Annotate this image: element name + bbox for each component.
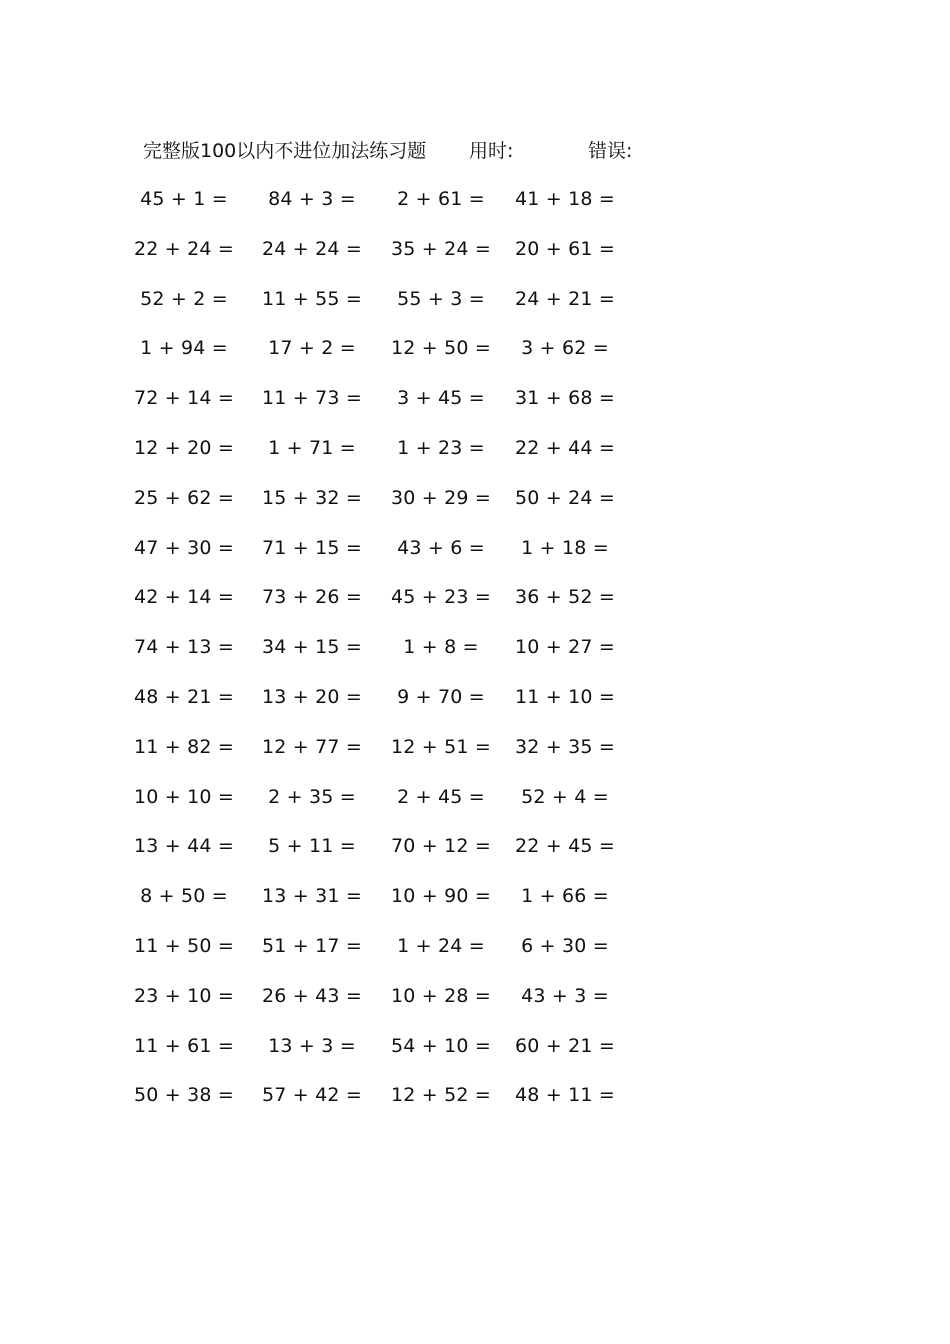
addition-problem: 15 + 32 =: [261, 486, 363, 509]
worksheet-title: 完整版100以内不进位加法练习题: [143, 140, 427, 162]
addition-problem: 52 + 4 =: [521, 785, 609, 808]
addition-problem: 8 + 50 =: [140, 885, 228, 908]
problem-row: [0, 484, 950, 534]
addition-problem: 70 + 12 =: [390, 835, 492, 858]
addition-problem: 11 + 73 =: [261, 387, 363, 410]
error-label: 错误:: [588, 140, 633, 162]
problem-grid: [0, 185, 950, 1131]
addition-problem: 1 + 71 =: [268, 436, 356, 459]
problem-row: [0, 534, 950, 584]
addition-problem: 54 + 10 =: [390, 1034, 492, 1057]
addition-problem: 13 + 20 =: [261, 685, 363, 708]
addition-problem: 43 + 6 =: [397, 536, 485, 559]
addition-problem: 24 + 24 =: [261, 237, 363, 260]
addition-problem: 43 + 3 =: [521, 984, 609, 1007]
addition-problem: 13 + 44 =: [133, 835, 235, 858]
addition-problem: 52 + 2 =: [140, 287, 228, 310]
problem-row: [0, 1032, 950, 1082]
time-label: 用时:: [469, 140, 514, 162]
addition-problem: 50 + 24 =: [514, 486, 616, 509]
addition-problem: 41 + 18 =: [514, 188, 616, 210]
addition-problem: 51 + 17 =: [261, 934, 363, 957]
addition-problem: 11 + 55 =: [261, 287, 363, 310]
addition-problem: 73 + 26 =: [261, 586, 363, 609]
addition-problem: 25 + 62 =: [133, 486, 235, 509]
addition-problem: 42 + 14 =: [133, 586, 235, 609]
addition-problem: 1 + 24 =: [397, 934, 485, 957]
problem-row: [0, 783, 950, 833]
addition-problem: 1 + 66 =: [521, 885, 609, 908]
addition-problem: 36 + 52 =: [514, 586, 616, 609]
addition-problem: 32 + 35 =: [514, 735, 616, 758]
addition-problem: 2 + 35 =: [268, 785, 356, 808]
addition-problem: 2 + 61 =: [397, 188, 485, 210]
addition-problem: 35 + 24 =: [390, 237, 492, 260]
addition-problem: 22 + 45 =: [514, 835, 616, 858]
addition-problem: 13 + 3 =: [268, 1034, 356, 1057]
addition-problem: 26 + 43 =: [261, 984, 363, 1007]
addition-problem: 22 + 24 =: [133, 237, 235, 260]
problem-row: [0, 982, 950, 1032]
addition-problem: 11 + 10 =: [514, 685, 616, 708]
addition-problem: 71 + 15 =: [261, 536, 363, 559]
addition-problem: 2 + 45 =: [397, 785, 485, 808]
addition-problem: 45 + 23 =: [390, 586, 492, 609]
problem-row: [0, 583, 950, 633]
addition-problem: 10 + 10 =: [133, 785, 235, 808]
addition-problem: 55 + 3 =: [397, 287, 485, 310]
addition-problem: 10 + 90 =: [390, 885, 492, 908]
addition-problem: 31 + 68 =: [514, 387, 616, 410]
addition-problem: 12 + 50 =: [390, 337, 492, 360]
addition-problem: 1 + 18 =: [521, 536, 609, 559]
addition-problem: 10 + 28 =: [390, 984, 492, 1007]
addition-problem: 1 + 23 =: [397, 436, 485, 459]
addition-problem: 1 + 94 =: [140, 337, 228, 360]
addition-problem: 23 + 10 =: [133, 984, 235, 1007]
addition-problem: 12 + 77 =: [261, 735, 363, 758]
addition-problem: 24 + 21 =: [514, 287, 616, 310]
addition-problem: 9 + 70 =: [397, 685, 485, 708]
addition-problem: 13 + 31 =: [261, 885, 363, 908]
problem-row: [0, 384, 950, 434]
addition-problem: 47 + 30 =: [133, 536, 235, 559]
addition-problem: 48 + 11 =: [514, 1084, 616, 1107]
problem-row: [0, 285, 950, 335]
problem-row: [0, 1081, 950, 1131]
addition-problem: 6 + 30 =: [521, 934, 609, 957]
addition-problem: 11 + 82 =: [133, 735, 235, 758]
addition-problem: 60 + 21 =: [514, 1034, 616, 1057]
problem-row: [0, 185, 950, 235]
problem-row: [0, 733, 950, 783]
addition-problem: 12 + 51 =: [390, 735, 492, 758]
addition-problem: 45 + 1 =: [140, 188, 228, 210]
problem-row: [0, 434, 950, 484]
problem-row: [0, 683, 950, 733]
addition-problem: 57 + 42 =: [261, 1084, 363, 1107]
addition-problem: 10 + 27 =: [514, 636, 616, 659]
addition-problem: 34 + 15 =: [261, 636, 363, 659]
addition-problem: 12 + 20 =: [133, 436, 235, 459]
problem-row: [0, 334, 950, 384]
addition-problem: 72 + 14 =: [133, 387, 235, 410]
problem-row: [0, 832, 950, 882]
addition-problem: 3 + 62 =: [521, 337, 609, 360]
addition-problem: 48 + 21 =: [133, 685, 235, 708]
problem-row: [0, 932, 950, 982]
addition-problem: 30 + 29 =: [390, 486, 492, 509]
worksheet-header: [143, 136, 703, 166]
addition-problem: 5 + 11 =: [268, 835, 356, 858]
problem-row: [0, 235, 950, 285]
addition-problem: 74 + 13 =: [133, 636, 235, 659]
addition-problem: 12 + 52 =: [390, 1084, 492, 1107]
addition-problem: 3 + 45 =: [397, 387, 485, 410]
addition-problem: 22 + 44 =: [514, 436, 616, 459]
addition-problem: 17 + 2 =: [268, 337, 356, 360]
addition-problem: 84 + 3 =: [268, 188, 356, 210]
addition-problem: 11 + 61 =: [133, 1034, 235, 1057]
addition-problem: 20 + 61 =: [514, 237, 616, 260]
addition-problem: 11 + 50 =: [133, 934, 235, 957]
addition-problem: 1 + 8 =: [403, 636, 479, 659]
problem-row: [0, 633, 950, 683]
addition-problem: 50 + 38 =: [133, 1084, 235, 1107]
problem-row: [0, 882, 950, 932]
